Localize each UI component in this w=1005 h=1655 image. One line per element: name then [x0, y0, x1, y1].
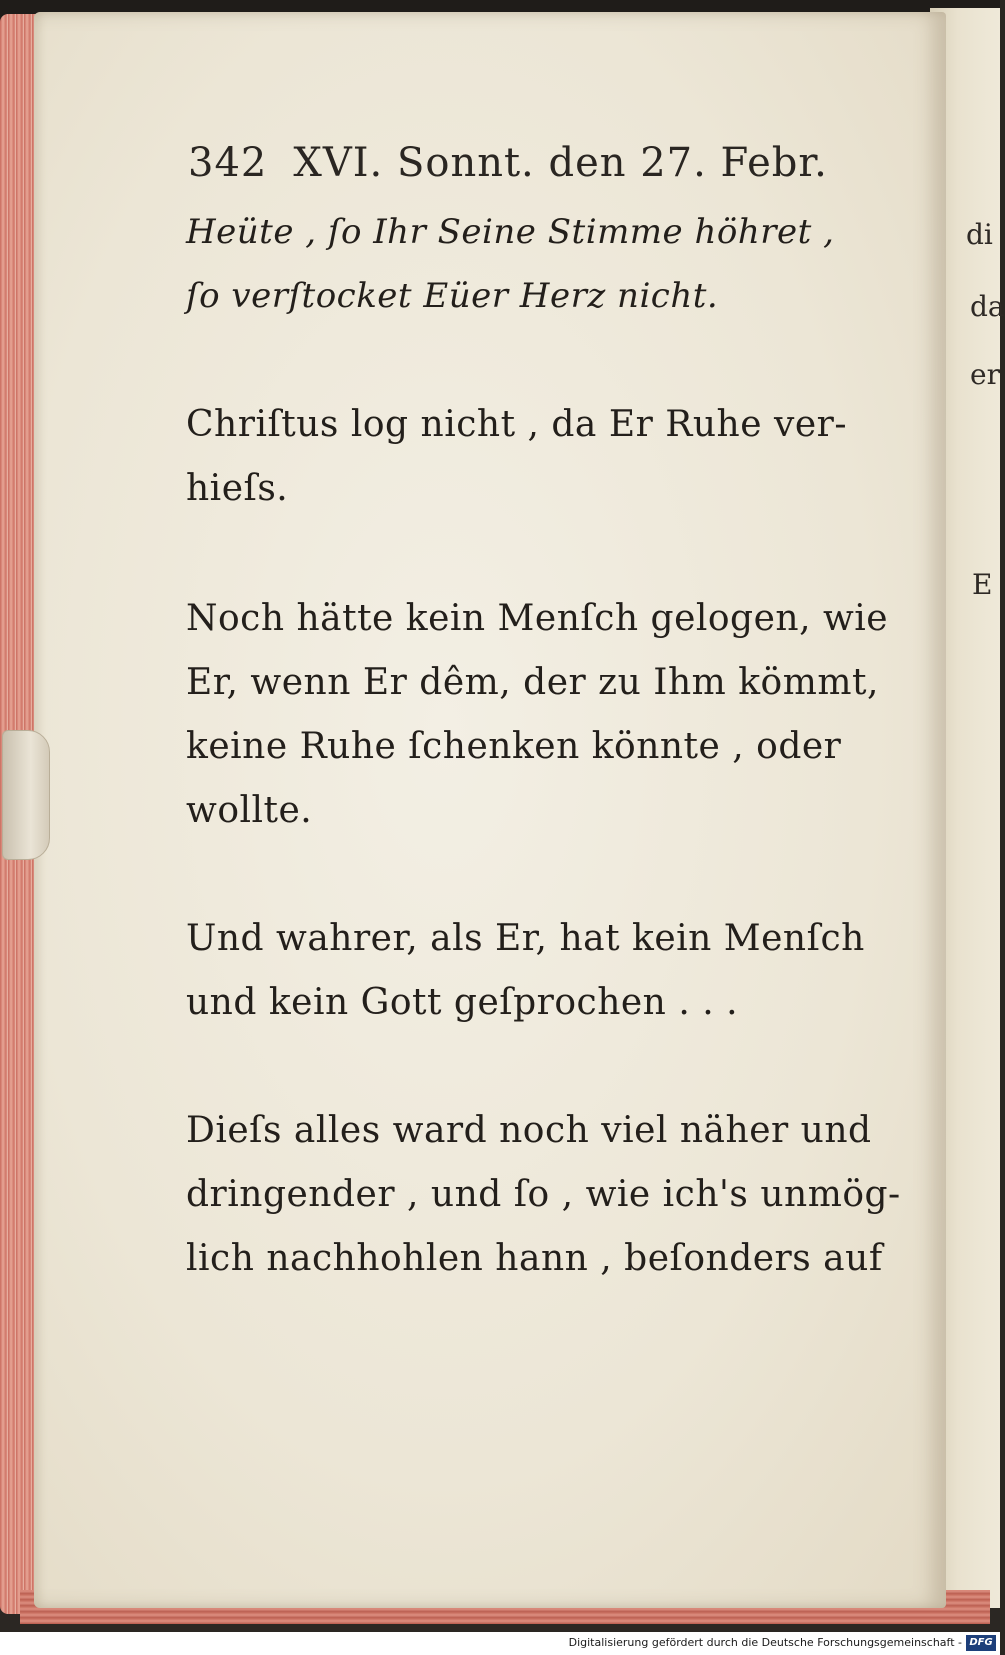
paragraph-line: Chriſtus log nicht , da Er Ruhe ver-: [186, 404, 847, 445]
next-page-fragment: da: [970, 290, 1005, 323]
funding-credit: Digitalisierung gefördert durch die Deutsche Forschungsgemeinschaft -: [568, 1636, 962, 1649]
footer-bar: [0, 1632, 1000, 1655]
paragraph-line: dringender , und ſo , wie ich's unmög-: [186, 1174, 901, 1215]
paragraph-line: Und wahrer, als Er, hat kein Menſch: [186, 918, 865, 959]
next-page-fragment: er: [970, 358, 1000, 391]
paragraph-line: hieſs.: [186, 468, 289, 509]
paragraph-line: wollte.: [186, 790, 313, 831]
page-number: 342: [188, 140, 268, 186]
running-title: XVI. Sonnt. den 27. Febr.: [293, 140, 828, 186]
paragraph-line: lich nachhohlen hann , beſonders auf: [186, 1238, 883, 1279]
paragraph-line: Er, wenn Er dêm, der zu Ihm kömmt,: [186, 662, 879, 703]
epigraph-line: Heüte , ſo Ihr Seine Stimme höhret ,: [186, 212, 835, 252]
dfg-logo: DFG: [966, 1635, 996, 1651]
epigraph-line: ſo verſtocket Eüer Herz nicht.: [186, 276, 719, 316]
next-page-fragment: di: [966, 218, 993, 251]
paragraph-line: Noch hätte kein Menſch gelogen, wie: [186, 598, 889, 639]
paragraph-line: Dieſs alles ward noch viel näher und: [186, 1110, 872, 1151]
running-header: [188, 140, 828, 186]
next-page-fragment: E: [972, 568, 993, 601]
bookmark-tab: [2, 730, 50, 860]
paragraph-line: und kein Gott geſprochen . . .: [186, 982, 739, 1023]
paragraph-line: keine Ruhe ſchenken könnte , oder: [186, 726, 842, 767]
